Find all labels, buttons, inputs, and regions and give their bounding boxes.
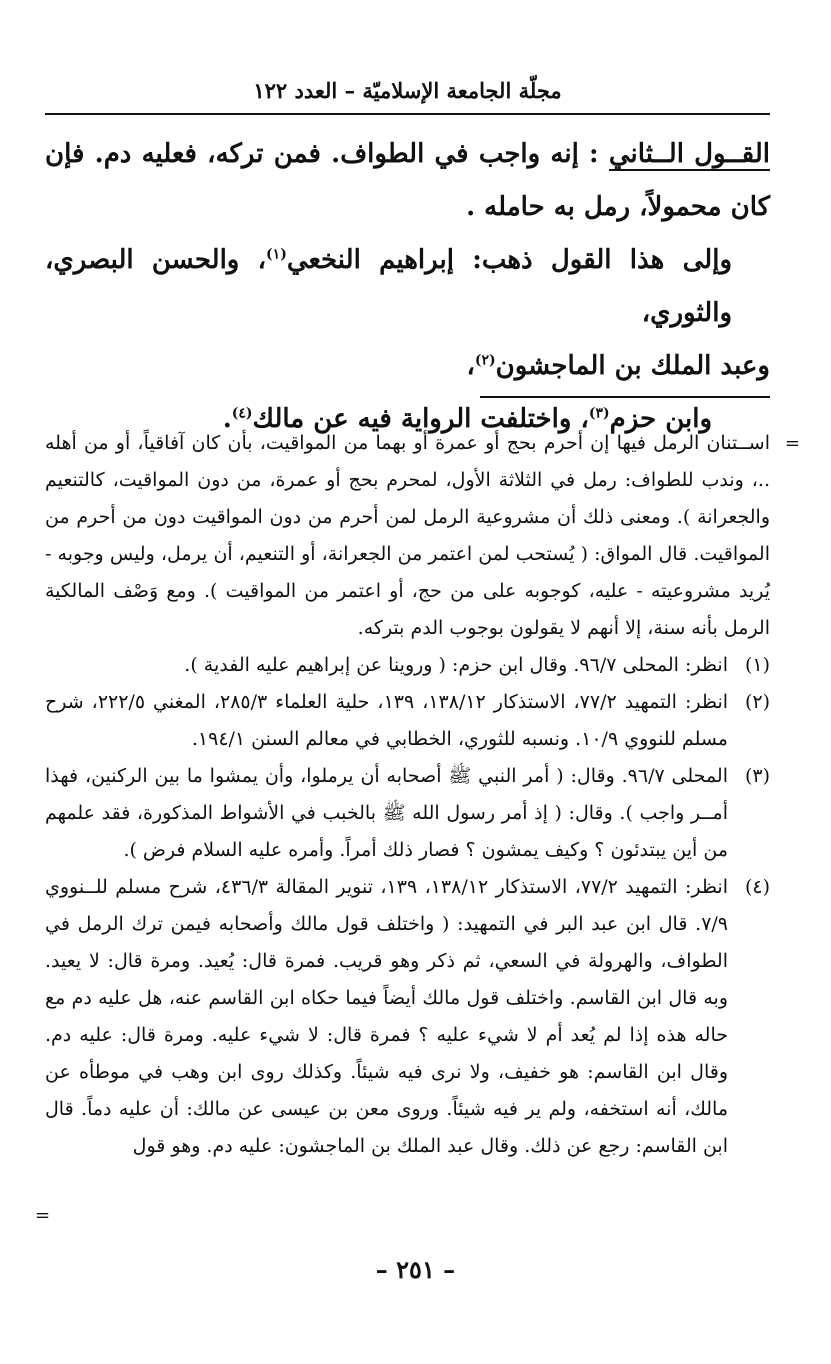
footnote-4 [45, 869, 770, 1165]
footnote-ref-1: (١) [266, 246, 287, 263]
footnote-text: انظر: المحلى ٩٦/٧. وقال ابن حزم: ( وروينا عن إبراهيم عليه الفدية ). [184, 654, 728, 676]
page-number: – ٢٥١ – [375, 1255, 456, 1284]
footnote-ref-3: (٣) [588, 405, 610, 422]
footnote-number: (١) [744, 654, 770, 676]
footnote-number: (٢) [744, 691, 770, 713]
footnote-ref-4: (٤) [231, 405, 253, 422]
footnote-ref-2: (٢) [474, 352, 496, 369]
footnote-1 [45, 647, 770, 684]
continuation-mark: = [784, 433, 800, 454]
footnote-text: اســتنان الرمل فيها إن أحرم بحج أو عمرة أو بهما من المواقيت، بأن كان آفاقياً، أو من أهله ..، وندب للطواف: رمل في الثلاثة الأول، لمحرم بحج أو عمرة، من دون المواقيت، كالتنعيم والجعرانة ). ومعنى ذلك أن مشروعية الرمل لمن أحرم من دون المواقيت دون من أحرم من المواقيت. قال المواق: ( يُستحب لمن اعتمر من الجعرانة، أو التنعيم، أن يرمل، وليس وجوبه - يُريد مشروعيته - عليه، كوجوبه على من حج، أو اعتمر من المواقيت ). ومع وَصْف المالكية الرمل بأنه سنة، إلا أنهم لا يقولون بوجوب الدم بتركه. [45, 432, 770, 639]
footnote-continuation [45, 425, 800, 647]
footnote-text: انظر: التمهيد ٧٧/٢، الاستذكار ١٣٨/١٢، ١٣٩، حلية العلماء ٢٨٥/٣، المغني ٢٢٢/٥، شرح مسلم للنووي ١٠/٩. ونسبه للثوري، الخطابي في معالم السنن ١٩٤/١. [45, 691, 729, 750]
continued-mark: = [35, 1205, 51, 1226]
footnote-2 [45, 684, 770, 758]
text-run: ، [466, 351, 475, 381]
text-run: ، واختلفت الرواية فيه عن مالك [252, 404, 589, 434]
footnote-separator [480, 396, 770, 398]
paragraph-scholars [45, 234, 770, 340]
section-label: القــول الــثاني [608, 139, 770, 169]
running-header: مجلّة الجامعة الإسلاميّة – العدد ١٢٢ [253, 78, 562, 103]
text-run: . [222, 404, 232, 434]
paragraph-second-opinion [45, 128, 770, 234]
text-run: وابن حزم [609, 404, 712, 434]
footnotes-section [45, 425, 800, 1165]
text-run: وإلى هذا القول ذهب: إبراهيم النخعي [286, 245, 733, 275]
footnote-number: (٣) [744, 765, 770, 787]
paragraph-text: : إنه واجب في الطواف. فمن تركه، فعليه دم. فإن كان محمولاً، رمل به حامله . [45, 139, 770, 222]
paragraph-scholars-cont [45, 340, 770, 393]
header-divider [45, 113, 770, 115]
footnote-3 [45, 758, 770, 869]
footnote-text: انظر: التمهيد ٧٧/٢، الاستذكار ١٣٨/١٢، ١٣٩، تنوير المقالة ٤٣٦/٣، شرح مسلم للــنووي ٧/٩. قال ابن عبد البر في التمهيد: ( واختلف قول مالك وأصحابه فيمن ترك الرمل في الطواف، والهرولة في السعي، ثم ذكر وهو قريب. فمرة قال: يُعيد. ومرة قال: لا يعيد. وبه قال ابن القاسم. واختلف قول مالك أيضاً فيما حكاه ابن القاسم عنه، هل عليه دم مع حاله هذه إذا لم يُعد أم لا شيء عليه ؟ فمرة قال: لا شيء عليه. ومرة قال: عليه دم. وقال ابن القاسم: هو خفيف، ولا نرى فيه شيئاً. وكذلك روى ابن وهب في موطأه عن مالك، أنه استخفه، ولم ير فيه شيئاً. وروى معن بن عيسى عن مالك: أن عليه دماً. قال ابن القاسم: رجع عن ذلك. وقال عبد الملك بن الماجشون: عليه دم. وهو قول [45, 876, 728, 1157]
main-text [45, 128, 770, 446]
text-run: ، والحسن البصري، والثوري، [45, 245, 732, 328]
footnote-text: المحلى ٩٦/٧. وقال: ( أمر النبي ﷺ أصحابه أن يرملوا، وأن يمشوا ما بين الركنين، فهذا أمــر واجب ). وقال: ( إذ أمر رسول الله ﷺ بالخبب في الأشواط المذكورة، فقد علمهم من أين يبتدئون ؟ وكيف يمشون ؟ فصار ذلك أمراً. وأمره عليه السلام فرض ). [45, 765, 728, 861]
footnote-number: (٤) [744, 876, 770, 898]
text-run: وعبد الملك بن الماجشون [495, 351, 770, 381]
